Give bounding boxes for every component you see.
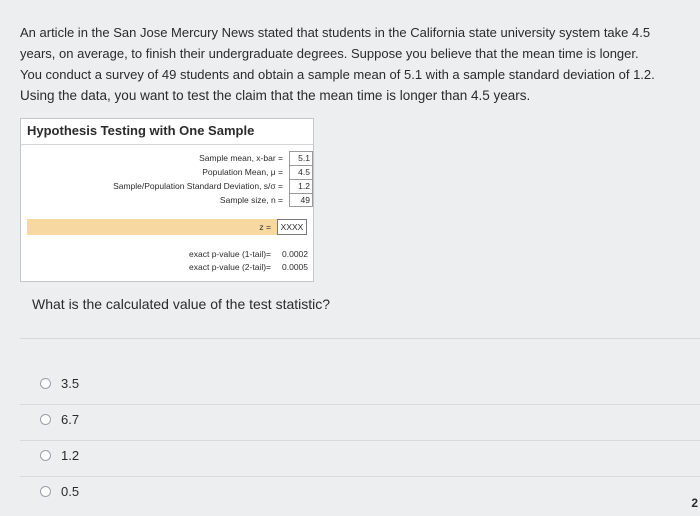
p-value-1-tail-row [21,247,313,260]
radio-button[interactable] [40,486,51,497]
std-dev-row [21,179,313,193]
radio-button[interactable] [40,450,51,461]
divider [20,404,700,405]
divider [20,476,700,477]
answer-option-2[interactable] [40,412,79,427]
sample-size-row [21,193,313,207]
divider [20,440,700,441]
row-label: Sample size, n = [219,195,283,205]
answer-option-1[interactable] [40,376,79,391]
radio-button[interactable] [40,378,51,389]
problem-line-1: An article in the San Jose Mercury News stated that students in the California state university system take 4.5 [20,25,651,40]
z-statistic-row [27,219,307,235]
option-label: 0.5 [61,484,80,499]
row-value: 4.5 [289,165,313,179]
row-label: Sample mean, x-bar = [199,153,283,163]
row-value: 0.0002 [282,248,308,259]
z-value: XXXX [277,219,307,235]
problem-text [20,22,692,85]
z-label: z = [259,222,271,232]
divider [20,338,700,339]
problem-line-2: years, on average, to finish their undergraduate degrees. Suppose you believe that the mean time is longer. [20,46,639,61]
row-label: exact p-value (1-tail)= [189,248,271,259]
row-value: 0.0005 [282,261,308,272]
row-label: Sample/Population Standard Deviation, s/σ = [113,181,283,191]
spreadsheet-title: Hypothesis Testing with One Sample [21,119,313,145]
answer-option-4[interactable] [40,484,79,499]
option-label: 3.5 [61,376,80,391]
page-number: 2 [691,496,698,510]
population-mean-row [21,165,313,179]
option-label: 1.2 [61,448,80,463]
row-value: 1.2 [289,179,313,193]
row-label: exact p-value (2-tail)= [189,261,271,272]
problem-line-3: You conduct a survey of 49 students and obtain a sample mean of 5.1 with a sample standard deviation of 1.2. [20,67,655,82]
row-value: 5.1 [289,151,313,165]
answer-option-3[interactable] [40,448,79,463]
claim-text: Using the data, you want to test the claim that the mean time is longer than 4.5 years. [20,88,531,103]
option-label: 6.7 [61,412,80,427]
question-prompt: What is the calculated value of the test statistic? [32,296,331,312]
row-value: 49 [289,193,313,207]
row-label: Population Mean, μ = [202,167,283,177]
radio-button[interactable] [40,414,51,425]
p-value-2-tail-row [21,260,313,273]
hypothesis-spreadsheet [20,118,314,282]
sample-mean-row [21,151,313,165]
